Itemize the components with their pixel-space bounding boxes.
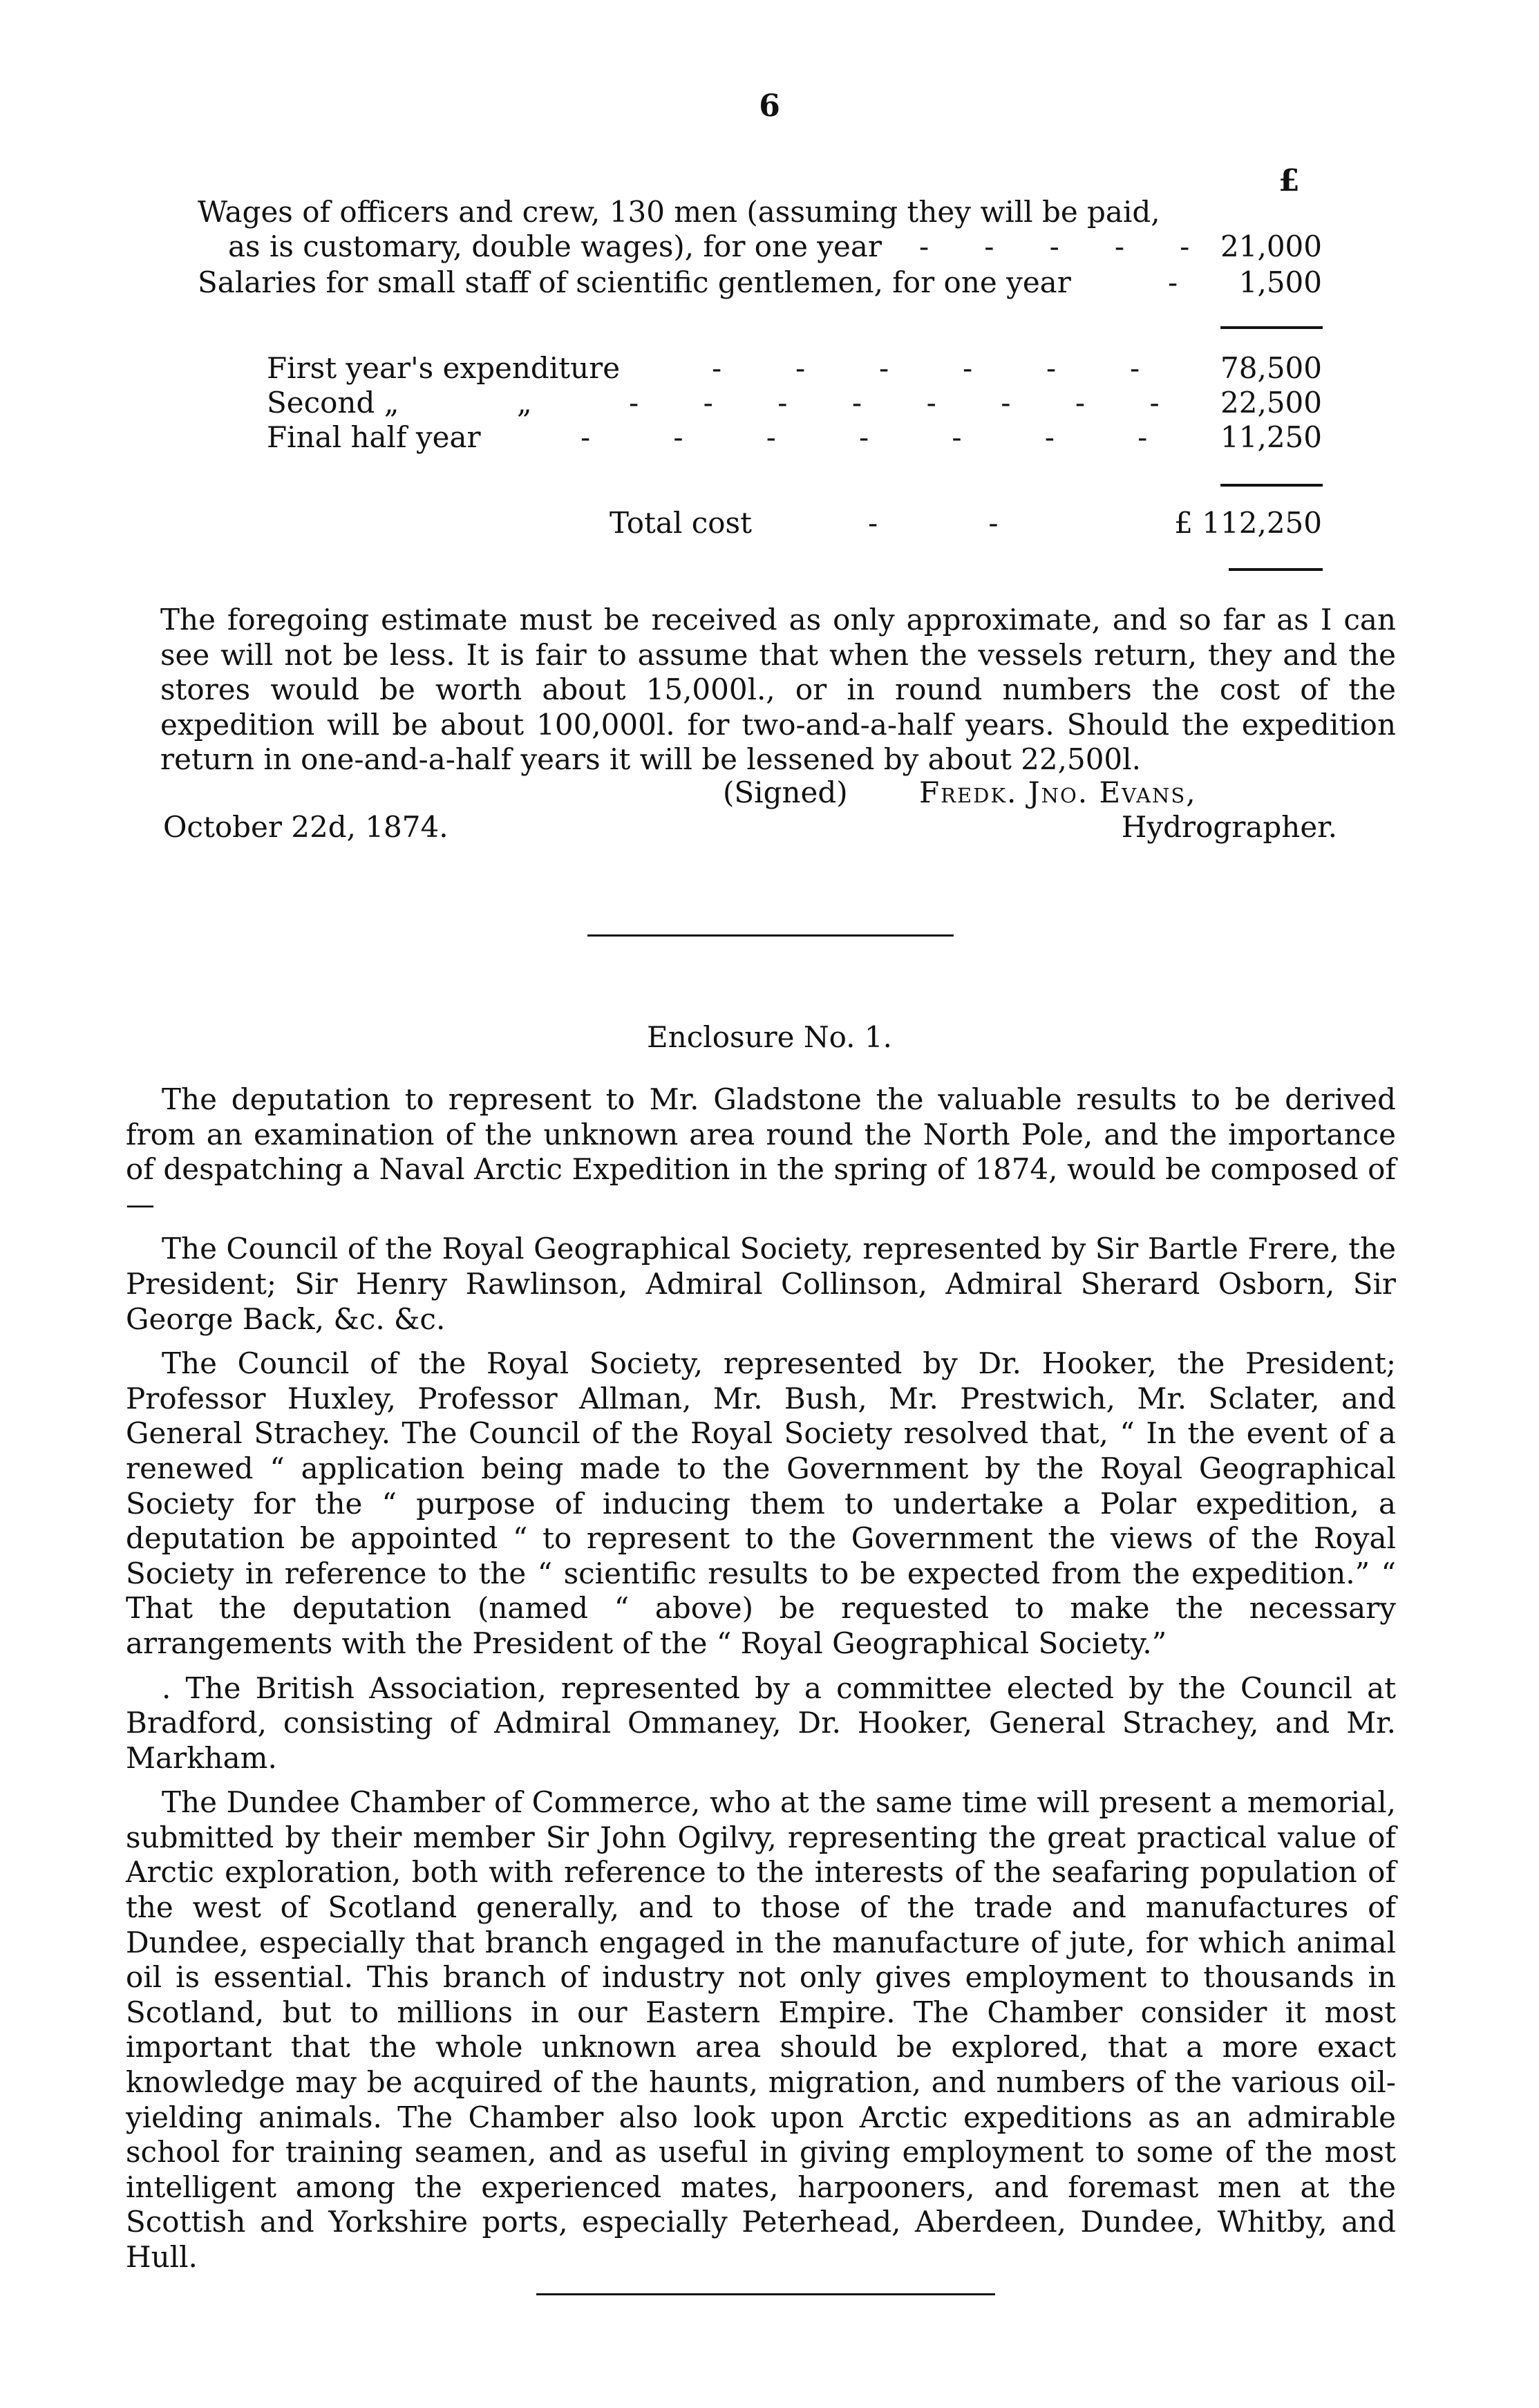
final-half-year-label: Final half year	[267, 420, 481, 454]
first-year-label: First year's expenditure	[267, 351, 621, 385]
signer-name: Fredk. Jno. Evans,	[919, 775, 1197, 809]
leader-dots: - - - - -	[919, 229, 1190, 263]
document-date: October 22d, 1874.	[163, 810, 449, 844]
leader-dots: - - - - - - -	[580, 420, 1148, 454]
enclosure-title: Enclosure No. 1.	[647, 1020, 892, 1054]
end-rule	[536, 2293, 995, 2295]
leader-dots: - -	[868, 506, 999, 540]
wages-line-1: Wages of officers and crew, 130 men (assuming they will be paid,	[198, 195, 1160, 229]
final-rule	[1229, 568, 1323, 571]
total-cost-amount: £ 112,250	[1174, 506, 1322, 540]
enclosure-body	[126, 1082, 1396, 2285]
leader-dots: - - - - - -	[712, 351, 1140, 385]
enclosure-paragraph: The deputation to represent to Mr. Gladstone the valuable results to be derived from an examination of the unknown area round the North Pole, and the importance of despatching a Naval Arctic Expedition in the spring of 1874, would be composed of—	[126, 1082, 1396, 1221]
wages-amount: 21,000	[1220, 229, 1322, 263]
salaries-line: Salaries for small staff of scientific gentlemen, for one year	[198, 265, 1071, 299]
enclosure-paragraph: The Council of the Royal Society, represented by Dr. Hooker, the President; Professor Huxley, Professor Allman, Mr. Bush, Mr. Prestwich, Mr. Sclater, and General Strachey. The Council of the Royal Society resolved that, “ In the event of a renewed “ application being made to the Government by the Royal Geographical Society for the “ purpose of inducing them to undertake a Polar expedition, a deputation be appointed “ to represent to the Government the views of the Royal Society in reference to the “ scientific results to be expected from the expedition.” “ That the deputation (named “ above) be requested to make the necessary arrangements with the President of the “ Royal Geographical Society.”	[126, 1346, 1396, 1660]
enclosure-paragraph: The Dundee Chamber of Commerce, who at the same time will present a memorial, submitted by their member Sir John Ogilvy, representing the great practical value of Arctic exploration, both with reference to the interests of the seafaring population of the west of Scotland generally, and to those of the trade and manufactures of Dundee, especially that branch engaged in the manufacture of jute, for which animal oil is essential. This branch of industry not only gives employment to thousands in Scotland, but to millions in our Eastern Empire. The Chamber consider it most important that the whole unknown area should be explored, that a more exact knowledge may be acquired of the haunts, migration, and numbers of the various oil-yielding animals. The Chamber also look upon Arctic expeditions as an admirable school for training seamen, and as useful in giving employment to some of the most intelligent among the experienced mates, harpooners, and foremast men at the Scottish and Yorkshire ports, especially Peterhead, Aberdeen, Dundee, Whitby, and Hull.	[126, 1785, 1396, 2274]
signer-title: Hydrographer.	[1121, 810, 1337, 844]
total-rule	[1220, 484, 1323, 487]
estimate-note	[160, 603, 1396, 778]
page-number: 6	[759, 88, 780, 124]
wages-line-2: as is customary, double wages), for one year	[228, 229, 882, 263]
salaries-amount: 1,500	[1238, 265, 1322, 299]
final-half-year-amount: 11,250	[1220, 420, 1322, 454]
enclosure-paragraph: . The British Association, represented by a committee elected by the Council at Bradford, consisting of Admiral Ommaney, Dr. Hooker, General Strachey, and Mr. Markham.	[126, 1671, 1396, 1775]
second-year-label: Second „	[267, 386, 399, 420]
section-divider	[587, 934, 954, 937]
subtotal-rule	[1220, 326, 1323, 329]
signed-label: (Signed)	[723, 775, 848, 809]
leader-dots: -	[1168, 265, 1178, 299]
second-year-ditto: „	[517, 386, 532, 420]
enclosure-paragraph: The Council of the Royal Geographical Society, represented by Sir Bartle Frere, the President; Sir Henry Rawlinson, Admiral Collinson, Admiral Sherard Osborn, Sir George Back, &c. &c.	[126, 1232, 1396, 1336]
first-year-amount: 78,500	[1220, 351, 1322, 385]
estimate-note-text: The foregoing estimate must be received as only approximate, and so far as I can see will not be less. It is fair to assume that when the vessels return, they and the stores would be worth about 15,000l., or in round numbers the cost of the expedition will be about 100,000l. for two-and-a-half years. Should the expedition return in one-and-a-half years it will be lessened by about 22,500l.	[160, 603, 1396, 777]
currency-heading: £	[1278, 163, 1300, 198]
second-year-amount: 22,500	[1220, 386, 1322, 420]
total-cost-label: Total cost	[610, 506, 752, 540]
leader-dots: - - - - - - - -	[629, 386, 1160, 420]
